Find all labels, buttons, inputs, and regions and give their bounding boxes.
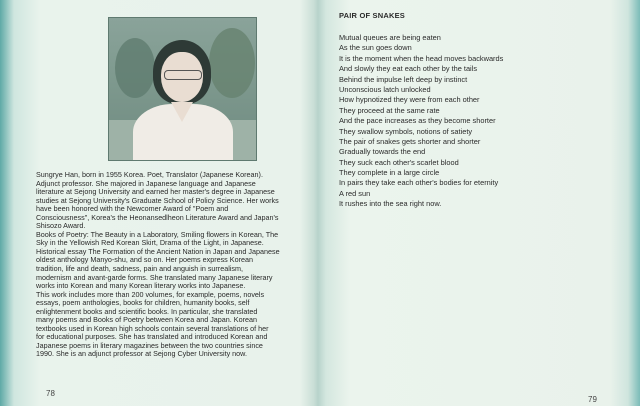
bio-line: Japanese poems in literary magazines between the two countries since <box>36 340 263 350</box>
bio-line: tradition, life and death, sadness, pain and anguish in surrealism, <box>36 264 243 274</box>
left-page <box>0 0 318 406</box>
poem-line: It is the moment when the head moves backwards <box>339 53 504 63</box>
bio-line: literature at Sejong University and earned her master's degree in Japanese <box>36 187 275 197</box>
poem-line: They suck each other's scarlet blood <box>339 157 459 167</box>
bio-line: enlightenment books and scientific books. In particular, she translated <box>36 306 258 316</box>
bio-line: studies at Sejong University's Graduate School of Policy Science. Her works <box>36 195 279 205</box>
poem-line: In pairs they take each other's bodies for eternity <box>339 178 499 188</box>
poem-line: They complete in a large circle <box>339 168 440 178</box>
author-photo <box>108 17 257 161</box>
poem-line: And the pace increases as they become shorter <box>339 116 496 126</box>
poem-line: Mutual queues are being eaten <box>339 33 441 42</box>
bio-line: This work includes more than 200 volumes, for example, poems, novels <box>36 289 265 299</box>
bio-line: essays, poem anthologies, books for children, humanity books, self <box>36 298 250 308</box>
page-number: 78 <box>46 389 55 398</box>
bio-line: oldest anthology Manyo-shu, and so on. Her poems express Korean <box>36 255 253 265</box>
bio-line: Sungrye Han, born in 1955 Korea. Poet, Translator (Japanese Korean). <box>36 170 263 179</box>
bio-line: Sky in the Yellowish Red Korean Skirt, Drama of the Light, in Japanese. <box>36 238 264 248</box>
poem-line: They proceed at the same rate <box>339 105 440 115</box>
bio-line: modernism and avant-garde forms. She translated many Japanese literary <box>36 272 273 282</box>
bio-line: Adjunct professor. She majored in Japanese language and Japanese <box>36 178 256 188</box>
page-number: 79 <box>588 395 597 404</box>
poem-line: It rushes into the sea right now. <box>339 199 442 209</box>
bio-line: 1990. She is an adjunct professor at Sejong Cyber University now. <box>36 349 247 359</box>
poem-line: How hypnotized they were from each other <box>339 95 480 105</box>
bio-line: Historical essay The Formation of the Ancient Nation in Japan and Japanese <box>36 246 280 256</box>
poem-line: They swallow symbols, notions of satiety <box>339 126 473 136</box>
bio-line: many poems and Books of Poetry between Korea and Japan. Korean <box>36 315 257 325</box>
poem-title: PAIR OF SNAKES <box>339 11 406 20</box>
poem-line: A red sun <box>339 188 371 198</box>
poem-line: As the sun goes down <box>339 43 412 53</box>
poem-line: Behind the impulse left deep by instinct <box>339 74 468 84</box>
poem-text <box>339 33 619 210</box>
bio-line: textbooks used in Korean high schools contain several translations of her <box>36 323 269 333</box>
poem-line: And slowly they eat each other by the tails <box>339 64 478 74</box>
poem-line: The pair of snakes gets shorter and shorter <box>339 136 481 146</box>
poem-line: Unconscious latch unlocked <box>339 84 431 94</box>
bio-line: works into Korean and many Korean literary works into Japanese. <box>36 281 246 291</box>
bio-line: Shisozo Award. <box>36 221 86 231</box>
poem-line: Gradually towards the end <box>339 147 426 157</box>
author-bio <box>36 171 312 359</box>
bio-line: Books of Poetry: The Beauty in a Laboratory, Smiling flowers in Korean, The <box>36 229 279 239</box>
bio-line: Consciousness", Korea's the Heonansedlheon Literature Award and Japan's <box>36 212 279 222</box>
bio-line: have been honored with the Newcomer Award of "Poem and <box>36 204 229 214</box>
bio-line: for educational purposes. She has translated and introduced Korean and <box>36 332 268 342</box>
